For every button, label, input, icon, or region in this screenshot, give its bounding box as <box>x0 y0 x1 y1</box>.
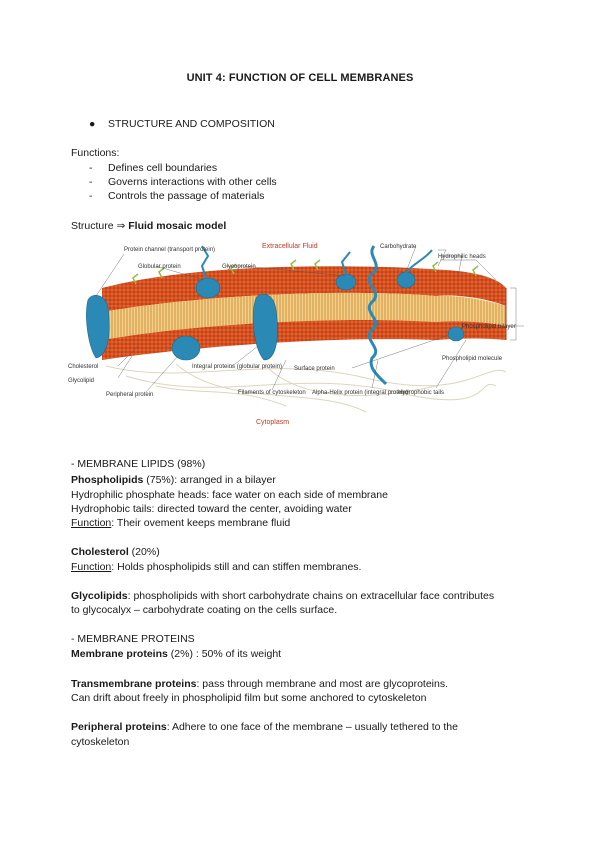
lipids-heading: - MEMBRANE LIPIDS (98%) <box>71 458 206 470</box>
page-title: UNIT 4: FUNCTION OF CELL MEMBRANES <box>186 72 414 84</box>
structure-model: Fluid mosaic model <box>128 220 227 232</box>
phospholipids-title: Phospholipids <box>71 474 144 486</box>
function-text: : Holds phospholipids still and can stiffen membranes. <box>111 561 362 573</box>
phospholipids-rest: (75%): arranged in a bilayer <box>143 474 276 486</box>
functions-label: Functions: <box>71 147 120 159</box>
lipid-function-line <box>71 516 290 530</box>
glycolipids-line-2: to glycocalyx – carbohydrate coating on the cells surface. <box>71 604 338 616</box>
protein-channel <box>86 295 109 358</box>
label-glycolipid: Glycolipid <box>68 378 95 384</box>
label-phospholipid-bilayer: Phospholipid bilayer <box>462 324 516 330</box>
transmembrane-line-2: Can drift about freely in phospholipid film but some anchored to cytoskeleton <box>71 692 427 704</box>
function-text: : Their ovement keeps membrane fluid <box>111 517 291 529</box>
function-item-text: Controls the passage of materials <box>108 190 265 202</box>
label-filaments: Filaments of cytoskeleton <box>238 390 306 396</box>
label-integral-proteins: Integral proteins (globular protein) <box>192 364 283 370</box>
peripheral-title: Peripheral proteins <box>71 721 167 733</box>
function-item: - Defines cell boundaries <box>89 162 218 174</box>
peripheral-line-2: cytoskeleton <box>71 736 130 748</box>
function-label: Function <box>71 561 112 573</box>
cholesterol-line <box>71 545 160 559</box>
function-label: Function <box>71 517 112 529</box>
peripheral-protein <box>172 336 200 360</box>
function-item: - Governs interactions with other cells <box>89 176 277 188</box>
label-peripheral-protein: Peripheral protein <box>106 392 154 398</box>
label-cholesterol: Cholesterol <box>68 364 99 370</box>
label-alpha-helix: Alpha-Helix protein (integral protein) <box>312 390 409 396</box>
tails-line: Hydrophobic tails: directed toward the center, avoiding water <box>71 503 352 515</box>
cholesterol-title: Cholesterol <box>71 546 129 558</box>
label-phospholipid-molecule: Phospholipid molecule <box>442 356 503 362</box>
label-glycoprotein: Glycoprotein <box>222 264 256 270</box>
peripheral-text: : Adhere to one face of the membrane – usually tethered to the <box>166 721 458 733</box>
label-hydrophobic-tails: Hydrophobic tails <box>398 390 445 396</box>
cell-membrane-diagram <box>66 236 538 428</box>
structure-prefix: Structure ⇒ <box>71 220 129 232</box>
cholesterol-rest: (20%) <box>128 546 160 558</box>
glycoprotein-body <box>336 274 356 290</box>
glycolipids-line <box>71 589 494 603</box>
transmembrane-text: : pass through membrane and most are glycoproteins. <box>196 678 449 690</box>
section-heading <box>89 118 275 130</box>
label-carbohydrate: Carbohydrate <box>380 244 417 250</box>
peripheral-line <box>71 720 458 734</box>
phospholipids-line <box>71 473 276 487</box>
surface-protein <box>397 272 415 288</box>
extracellular-fluid-label: Extracellular Fluid <box>262 243 318 250</box>
membrane-proteins-title: Membrane proteins <box>71 648 168 660</box>
label-hydrophilic-heads: Hydrophilic heads <box>438 254 486 260</box>
globular-protein <box>196 278 220 298</box>
function-item: - Controls the passage of materials <box>89 190 265 202</box>
glycolipids-title: Glycolipids <box>71 590 128 602</box>
phospholipid-bilayer <box>102 266 506 360</box>
cholesterol-function-line <box>71 560 361 574</box>
function-item-text: Defines cell boundaries <box>108 162 218 174</box>
membrane-proteins-line <box>71 647 281 661</box>
transmembrane-line <box>71 677 448 691</box>
structure-line <box>71 219 226 233</box>
section-heading-text: STRUCTURE AND COMPOSITION <box>108 118 275 130</box>
function-item-text: Governs interactions with other cells <box>108 176 277 188</box>
proteins-heading: - MEMBRANE PROTEINS <box>71 633 195 645</box>
membrane-proteins-rest: (2%) : 50% of its weight <box>167 648 282 660</box>
membrane-svg <box>66 236 538 428</box>
heads-line: Hydrophilic phosphate heads: face water on each side of membrane <box>71 489 388 501</box>
integral-protein <box>253 294 277 360</box>
label-globular-protein: Globular protein <box>138 264 181 270</box>
bullet-icon: ● <box>89 118 96 130</box>
label-surface-protein: Surface protein <box>294 366 335 372</box>
transmembrane-title: Transmembrane proteins <box>71 678 197 690</box>
label-protein-channel: Protein channel (transport protein) <box>124 247 216 253</box>
glycolipids-text: : phospholipids with short carbohydrate chains on extracellular face contributes <box>127 590 495 602</box>
cytoplasm-label: Cytoplasm <box>256 419 290 426</box>
